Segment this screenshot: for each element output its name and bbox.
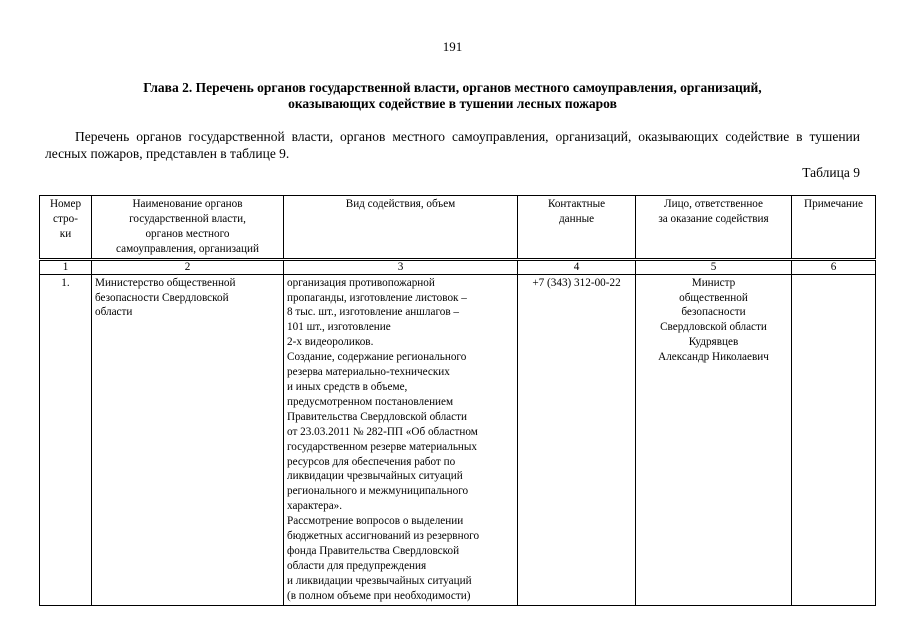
- cell-line: Министерство общественной: [95, 276, 236, 289]
- note: [792, 274, 876, 605]
- header-line: за оказание содействия: [658, 212, 769, 225]
- intro-paragraph: [45, 128, 860, 162]
- header-responsible-person: [636, 196, 792, 260]
- header-row-number: [40, 196, 92, 260]
- chapter-title-line: оказывающих содействие в тушении лесных пожаров: [288, 96, 617, 111]
- cell-line: государственном резерве материальных: [287, 440, 478, 453]
- chapter-title-line: Глава 2. Перечень органов государственной власти, органов местного самоуправления, организаций,: [143, 80, 762, 95]
- cell-line: и иных средств в объеме,: [287, 380, 408, 393]
- cell-line: Создание, содержание регионального: [287, 351, 467, 364]
- page-number: 191: [442, 39, 463, 54]
- cell-line: 2-х видеороликов.: [287, 336, 374, 349]
- table-header-row: [40, 196, 876, 260]
- header-line: Вид содействия, объем: [345, 198, 456, 210]
- cell-line: области для предупреждения: [287, 559, 427, 572]
- header-line: Контактные: [547, 198, 606, 210]
- header-line: стро-: [53, 212, 78, 225]
- cell-line: Правительства Свердловской области: [287, 410, 467, 423]
- cell-line: Министр: [691, 276, 736, 289]
- table-caption: Таблица 9: [802, 165, 860, 180]
- header-line: органов местного: [145, 227, 230, 240]
- column-number: 5: [636, 259, 792, 274]
- intro-text: Перечень органов государственной власти, органов местного самоуправления, организаций, оказывающих содействие в тушении лесных пожаров, представлен в таблице 9.: [45, 129, 860, 161]
- column-number-row: [40, 259, 876, 274]
- cell-line: резерва материально-технических: [287, 366, 450, 379]
- cell-line: ресурсов для обеспечения работ по: [287, 455, 456, 468]
- cell-line: Свердловской области: [660, 321, 767, 334]
- column-number: 1: [40, 259, 92, 274]
- column-number: 3: [284, 259, 518, 274]
- header-note: [792, 196, 876, 260]
- cell-line: безопасности: [681, 306, 746, 319]
- column-number: 6: [792, 259, 876, 274]
- contact-phone: +7 (343) 312-00-22: [518, 274, 636, 605]
- cell-line: предусмотренном постановлением: [287, 395, 454, 408]
- cell-line: 8 тыс. шт., изготовление аншлагов –: [287, 306, 460, 319]
- chapter-title: [60, 80, 845, 112]
- cell-line: общественной: [679, 291, 748, 304]
- header-line: Лицо, ответственное: [664, 198, 763, 210]
- cell-line: 101 шт., изготовление: [287, 321, 391, 334]
- header-line: ки: [59, 227, 72, 240]
- header-line: самоуправления, организаций: [116, 242, 259, 255]
- cell-line: (в полном объеме при необходимости): [287, 589, 471, 602]
- cell-line: организация противопожарной: [287, 276, 435, 289]
- cell-line: Рассмотрение вопросов о выделении: [287, 515, 464, 528]
- cell-line: характера».: [287, 500, 343, 513]
- organization-name: [92, 274, 284, 605]
- header-organization-name: [92, 196, 284, 260]
- cell-line: фонда Правительства Свердловской: [287, 544, 460, 557]
- header-line: Номер: [49, 198, 82, 210]
- assistance-description: [284, 274, 518, 605]
- header-contacts: [518, 196, 636, 260]
- column-number: 2: [92, 259, 284, 274]
- header-line: данные: [558, 212, 595, 225]
- cell-line: ликвидации чрезвычайных ситуаций: [287, 470, 463, 483]
- organizations-table: [39, 195, 876, 606]
- responsible-person: [636, 274, 792, 605]
- row-number: 1.: [40, 274, 92, 605]
- cell-line: бюджетных ассигнований из резервного: [287, 530, 480, 543]
- header-line: Примечание: [804, 198, 863, 210]
- column-number: 4: [518, 259, 636, 274]
- header-line: государственной власти,: [129, 212, 246, 225]
- cell-line: регионального и межмуниципального: [287, 485, 469, 498]
- header-assistance-type: [284, 196, 518, 260]
- cell-line: и ликвидации чрезвычайных ситуаций: [287, 574, 472, 587]
- cell-line: безопасности Свердловской: [95, 291, 229, 304]
- cell-line: пропаганды, изготовление листовок –: [287, 291, 467, 304]
- cell-line: от 23.03.2011 № 282-ПП «Об областном: [287, 425, 478, 438]
- cell-line: Кудрявцев: [688, 336, 739, 349]
- table-row: [40, 274, 876, 605]
- cell-line: Александр Николаевич: [658, 351, 769, 364]
- cell-line: области: [95, 306, 133, 319]
- header-line: Наименование органов: [132, 198, 243, 210]
